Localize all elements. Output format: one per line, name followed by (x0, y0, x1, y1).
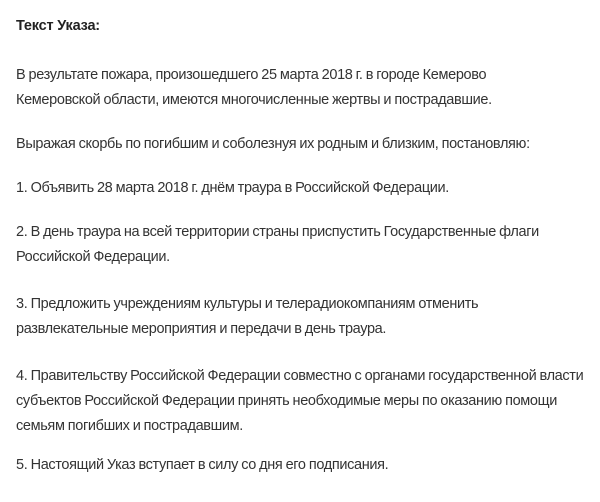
document-title: Текст Указа: (16, 18, 100, 34)
paragraph-resolution (16, 132, 530, 157)
text-line: субъектов Российской Федерации принять необходимые меры по оказанию помощи (16, 393, 557, 409)
paragraph-item-2 (16, 220, 539, 270)
text-line: развлекательные мероприятия и передачи в день траура. (16, 321, 387, 337)
text-line: 3. Предложить учреждениям культуры и телерадиокомпаниям отменить (16, 296, 479, 312)
paragraph-item-3 (16, 292, 478, 342)
text-line: Выражая скорбь по погибшим и соболезнуя их родным и близким, постановляю: (16, 136, 530, 152)
text-line: семьям погибших и пострадавшим. (16, 418, 243, 434)
text-line: Кемеровской области, имеются многочисленные жертвы и пострадавшие. (16, 92, 492, 108)
text-line: В результате пожара, произошедшего 25 марта 2018 г. в городе Кемерово (16, 67, 487, 83)
text-line: 5. Настоящий Указ вступает в силу со дня его подписания. (16, 457, 389, 473)
paragraph-preamble (16, 63, 492, 113)
text-line: Российской Федерации. (16, 249, 170, 265)
paragraph-item-1 (16, 176, 449, 201)
text-line: 4. Правительству Российской Федерации совместно с органами государственной власти (16, 368, 584, 384)
text-line: 1. Объявить 28 марта 2018 г. днём траура в Российской Федерации. (16, 180, 449, 196)
text-line: 2. В день траура на всей территории страны приспустить Государственные флаги (16, 224, 539, 240)
paragraph-item-5 (16, 453, 388, 478)
paragraph-item-4 (16, 364, 583, 439)
